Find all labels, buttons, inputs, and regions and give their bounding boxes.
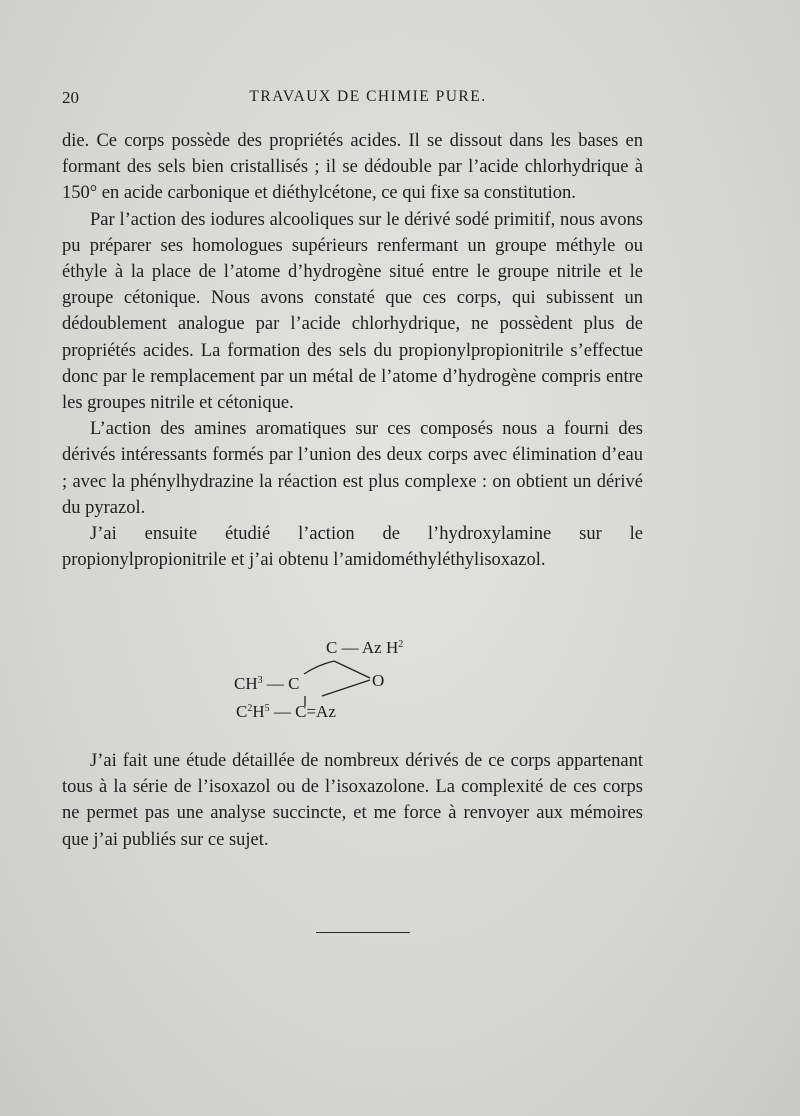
- closing-paragraph: J’ai fait une étude détaillée de nombreux dérivés de ce corps appartenant tous à la série de l’isoxazol ou de l’isoxazolone. La complexité de ces corps ne permet pas une analyse succincte, et me force à renvoyer aux mémoires que j’ai publiés sur ce sujet.: [62, 751, 643, 850]
- paragraph: J’ai ensuite étudié l’action de l’hydroxylamine sur le propionylpropionitrile et j’ai obtenu l’amidométhyléthylisoxazol.: [62, 524, 643, 571]
- page-number: 20: [62, 88, 79, 107]
- paragraph: Par l’action des iodures alcooliques sur le dérivé sodé primitif, nous avons pu préparer ses homologues supérieurs renfermant un groupe méthyle ou éthyle à la place de l’atome d’hydrogène situé entre le groupe nitrile et le groupe cétonique. Nous avons constaté que ces corps, qui subissent un dédoublement analogue par l’acide chlorhydrique, ne possèdent plus de propriétés acides. La formation des sels du propionylpropionitrile s’effectue donc par le remplacement par un métal de l’atome d’hydrogène compris entre les groupes nitrile et cétonique.: [62, 209, 643, 414]
- section-end-rule: [316, 932, 410, 933]
- page-header: [62, 88, 674, 112]
- body-text: [62, 128, 643, 573]
- chemical-formula: [218, 630, 438, 730]
- oxygen-label: O: [372, 671, 385, 690]
- methyl-group-label: $CH^3$ — C: [234, 674, 300, 693]
- amino-group-label: C — Az $H^2$: [326, 638, 404, 657]
- running-head: TRAVAUX DE CHIMIE PURE.: [249, 88, 487, 105]
- paragraph-continued: die. Ce corps possède des propriétés acides. Il se dissout dans les bases en formant des sels bien cristallisés ; il se dédouble par l’acide chlorhydrique à 150° en acide carbonique et diéthylcétone, ce qui fixe sa constitution.: [62, 131, 643, 204]
- paragraph: L’action des amines aromatiques sur ces composés nous a fourni des dérivés intéressants formés par l’union des deux corps avec élimination d’eau ; avec la phénylhydrazine la réaction est plus complexe : on obtient un dérivé du pyrazol.: [62, 419, 643, 518]
- ethyl-group-label: $C^2H^5$ — C=Az: [236, 702, 336, 721]
- closing-text: [62, 748, 643, 853]
